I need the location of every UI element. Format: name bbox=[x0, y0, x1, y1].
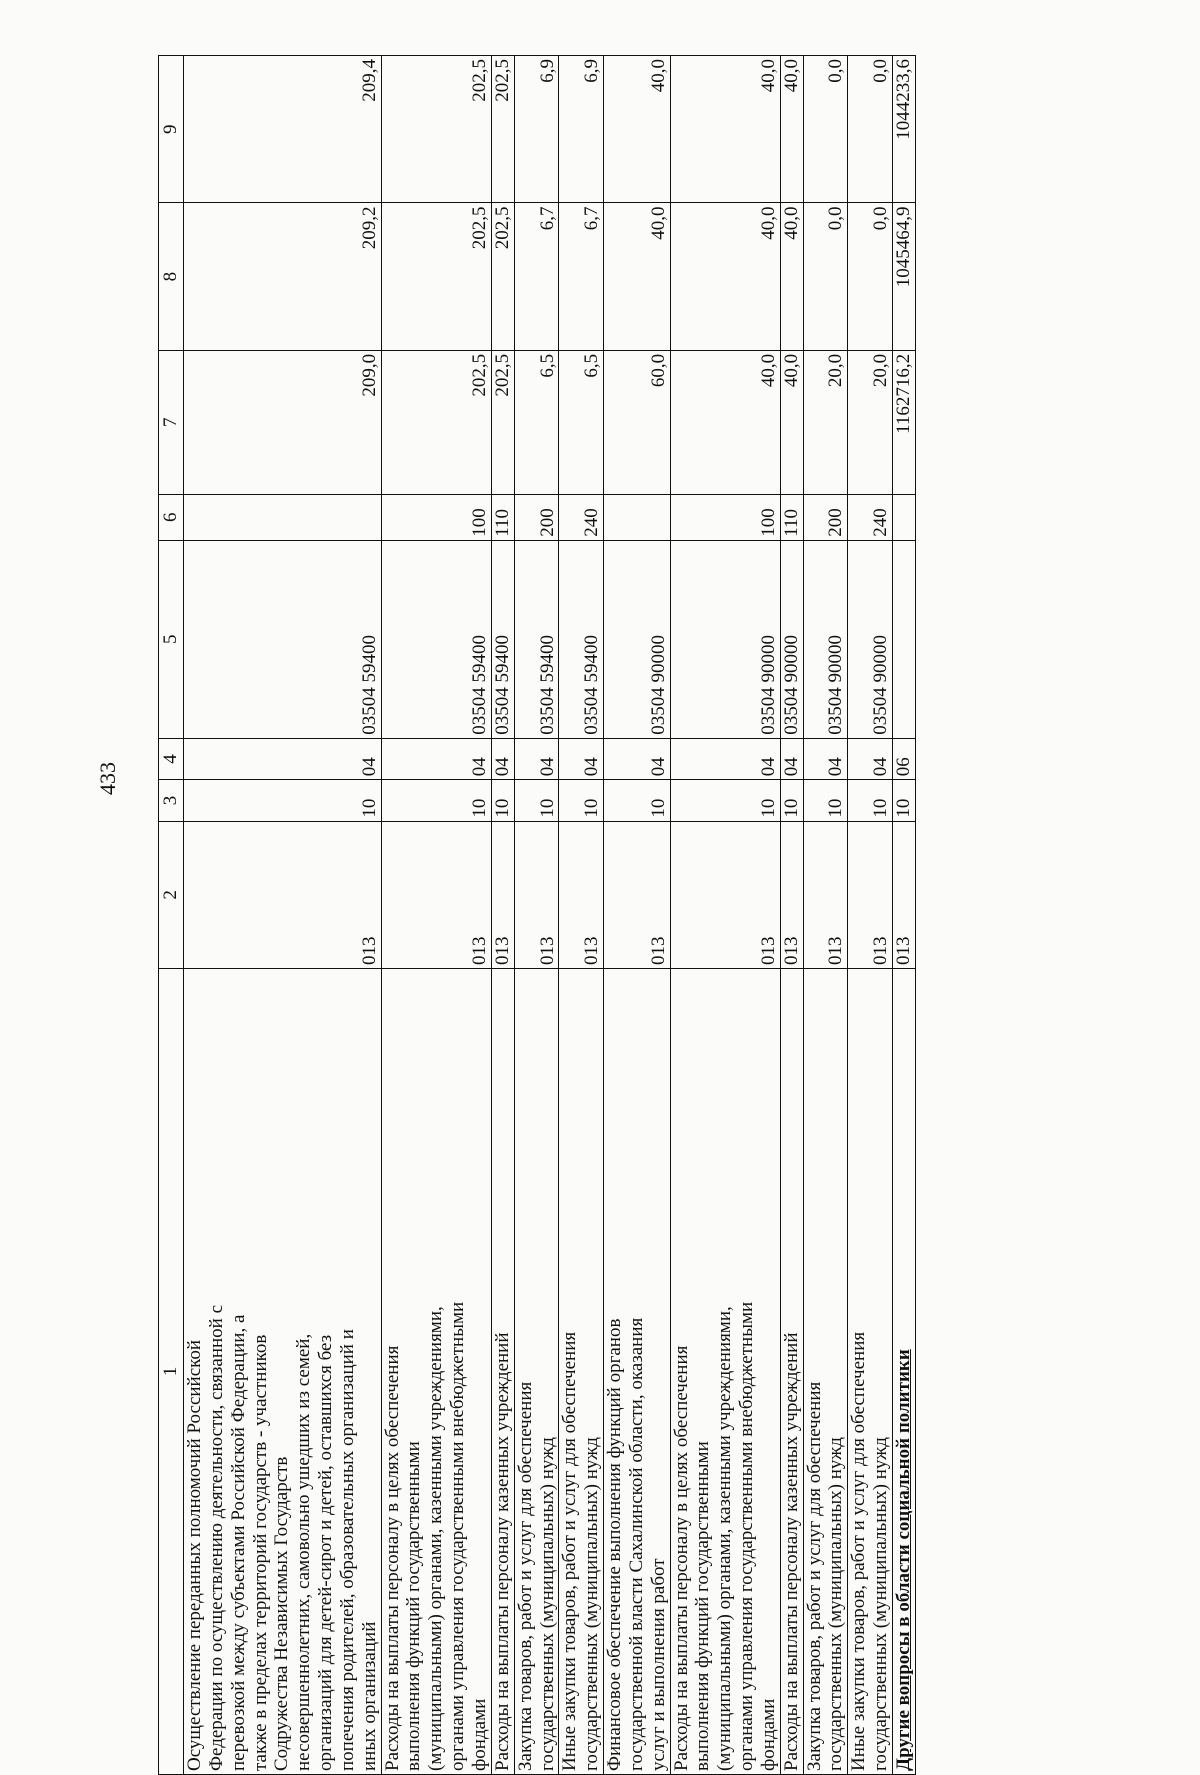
column-5-cell: 03504 90000 bbox=[780, 540, 803, 738]
table-body bbox=[184, 56, 916, 1775]
row-name: Осуществление переданных полномочий Российской Федерации по осуществлению деятельности, связанной с перевозкой между субъектами Российской Федерации, а также в пределах территорий государств - участников Содружества Независимых Государств несовершеннолетних, самовольно ушедших из семей, организаций для детей-сирот и детей, оставшихся без попечения родителей, образовательных организаций и иных организаций bbox=[184, 969, 382, 1775]
column-7-value: 40,0 bbox=[780, 350, 803, 494]
column-8-value: 0,0 bbox=[848, 203, 893, 350]
column-6-cell bbox=[893, 494, 916, 540]
column-3-cell: 10 bbox=[381, 780, 491, 821]
column-8-value: 202,5 bbox=[381, 203, 491, 350]
column-2-cell: 013 bbox=[184, 821, 382, 968]
column-5-cell bbox=[893, 540, 916, 738]
table-row bbox=[514, 56, 559, 1775]
column-5-cell: 03504 90000 bbox=[670, 540, 780, 738]
column-8-value: 1045464,9 bbox=[893, 203, 916, 350]
column-9-value: 6,9 bbox=[514, 56, 559, 203]
table-row bbox=[848, 56, 893, 1775]
table-row bbox=[559, 56, 604, 1775]
column-2-cell: 013 bbox=[559, 821, 604, 968]
column-8-value: 6,7 bbox=[559, 203, 604, 350]
row-name: Финансовое обеспечение выполнения функций органов государственной власти Сахалинской области, оказания услуг и выполнения работ bbox=[604, 969, 671, 1775]
column-7-value: 60,0 bbox=[604, 350, 671, 494]
row-name: Другие вопросы в области социальной политики bbox=[893, 969, 916, 1775]
column-3-cell: 10 bbox=[559, 780, 604, 821]
row-name: Расходы на выплаты персоналу казенных учреждений bbox=[491, 969, 514, 1775]
column-2-cell: 013 bbox=[514, 821, 559, 968]
table-row bbox=[491, 56, 514, 1775]
column-3-cell: 10 bbox=[491, 780, 514, 821]
header-cell: 2 bbox=[159, 821, 184, 968]
column-7-value: 40,0 bbox=[670, 350, 780, 494]
column-8-value: 40,0 bbox=[780, 203, 803, 350]
column-2-cell: 013 bbox=[381, 821, 491, 968]
column-3-cell: 10 bbox=[514, 780, 559, 821]
column-4-cell: 04 bbox=[381, 738, 491, 779]
header-cell: 5 bbox=[159, 540, 184, 738]
header-cell: 4 bbox=[159, 738, 184, 779]
column-6-cell: 240 bbox=[848, 494, 893, 540]
column-4-cell: 04 bbox=[803, 738, 848, 779]
column-5-cell: 03504 90000 bbox=[848, 540, 893, 738]
column-9-value: 202,5 bbox=[381, 56, 491, 203]
header-cell: 9 bbox=[159, 56, 184, 203]
column-5-cell: 03504 59400 bbox=[514, 540, 559, 738]
column-6-cell: 110 bbox=[780, 494, 803, 540]
column-8-value: 40,0 bbox=[604, 203, 671, 350]
budget-table bbox=[158, 55, 916, 1775]
column-6-cell: 100 bbox=[670, 494, 780, 540]
column-9-value: 1044233,6 bbox=[893, 56, 916, 203]
column-3-cell: 10 bbox=[893, 780, 916, 821]
table-row bbox=[893, 56, 916, 1775]
column-5-cell: 03504 90000 bbox=[604, 540, 671, 738]
column-5-cell: 03504 59400 bbox=[184, 540, 382, 738]
column-7-value: 202,5 bbox=[381, 350, 491, 494]
column-9-value: 0,0 bbox=[803, 56, 848, 203]
row-name: Расходы на выплаты персоналу казенных учреждений bbox=[780, 969, 803, 1775]
column-7-value: 1162716,2 bbox=[893, 350, 916, 494]
column-8-value: 209,2 bbox=[184, 203, 382, 350]
table-row bbox=[381, 56, 491, 1775]
table-row bbox=[780, 56, 803, 1775]
column-6-cell: 240 bbox=[559, 494, 604, 540]
column-9-value: 40,0 bbox=[780, 56, 803, 203]
column-4-cell: 04 bbox=[780, 738, 803, 779]
row-name: Закупка товаров, работ и услуг для обеспечения государственных (муниципальных) нужд bbox=[803, 969, 848, 1775]
column-7-value: 209,0 bbox=[184, 350, 382, 494]
column-2-cell: 013 bbox=[604, 821, 671, 968]
column-4-cell: 04 bbox=[184, 738, 382, 779]
column-8-value: 202,5 bbox=[491, 203, 514, 350]
table-row bbox=[184, 56, 382, 1775]
column-4-cell: 04 bbox=[848, 738, 893, 779]
column-2-cell: 013 bbox=[780, 821, 803, 968]
column-2-cell: 013 bbox=[491, 821, 514, 968]
header-cell: 8 bbox=[159, 203, 184, 350]
column-6-cell: 200 bbox=[803, 494, 848, 540]
column-4-cell: 04 bbox=[491, 738, 514, 779]
table-row bbox=[670, 56, 780, 1775]
column-3-cell: 10 bbox=[803, 780, 848, 821]
column-5-cell: 03504 59400 bbox=[559, 540, 604, 738]
column-6-cell bbox=[604, 494, 671, 540]
column-9-value: 0,0 bbox=[848, 56, 893, 203]
column-3-cell: 10 bbox=[848, 780, 893, 821]
table-row bbox=[803, 56, 848, 1775]
row-name: Иные закупки товаров, работ и услуг для обеспечения государственных (муниципальных) нужд bbox=[848, 969, 893, 1775]
column-7-value: 20,0 bbox=[803, 350, 848, 494]
column-3-cell: 10 bbox=[184, 780, 382, 821]
column-4-cell: 04 bbox=[604, 738, 671, 779]
column-5-cell: 03504 59400 bbox=[491, 540, 514, 738]
column-2-cell: 013 bbox=[670, 821, 780, 968]
row-name: Расходы на выплаты персоналу в целях обеспечения выполнения функций государственными (муниципальными) органами, казенными учреждениями, органами управления государственными внебюджетными фондами bbox=[670, 969, 780, 1775]
column-9-value: 40,0 bbox=[604, 56, 671, 203]
column-3-cell: 10 bbox=[670, 780, 780, 821]
column-5-cell: 03504 59400 bbox=[381, 540, 491, 738]
row-name: Закупка товаров, работ и услуг для обеспечения государственных (муниципальных) нужд bbox=[514, 969, 559, 1775]
row-name: Иные закупки товаров, работ и услуг для обеспечения государственных (муниципальных) нужд bbox=[559, 969, 604, 1775]
column-4-cell: 04 bbox=[670, 738, 780, 779]
column-8-value: 40,0 bbox=[670, 203, 780, 350]
column-2-cell: 013 bbox=[848, 821, 893, 968]
column-6-cell: 100 bbox=[381, 494, 491, 540]
header-cell: 6 bbox=[159, 494, 184, 540]
column-7-value: 6,5 bbox=[514, 350, 559, 494]
column-8-value: 0,0 bbox=[803, 203, 848, 350]
column-4-cell: 04 bbox=[559, 738, 604, 779]
column-8-value: 6,7 bbox=[514, 203, 559, 350]
column-7-value: 6,5 bbox=[559, 350, 604, 494]
column-7-value: 202,5 bbox=[491, 350, 514, 494]
column-2-cell: 013 bbox=[803, 821, 848, 968]
column-4-cell: 04 bbox=[514, 738, 559, 779]
header-row bbox=[159, 56, 184, 1775]
column-6-cell: 200 bbox=[514, 494, 559, 540]
column-7-value: 20,0 bbox=[848, 350, 893, 494]
column-9-value: 209,4 bbox=[184, 56, 382, 203]
column-4-cell: 06 bbox=[893, 738, 916, 779]
header-cell: 1 bbox=[159, 969, 184, 1775]
column-3-cell: 10 bbox=[604, 780, 671, 821]
table-row bbox=[604, 56, 671, 1775]
column-6-cell: 110 bbox=[491, 494, 514, 540]
column-3-cell: 10 bbox=[780, 780, 803, 821]
row-name: Расходы на выплаты персоналу в целях обеспечения выполнения функций государственными (муниципальными) органами, казенными учреждениями, органами управления государственными внебюджетными фондами bbox=[381, 969, 491, 1775]
column-2-cell: 013 bbox=[893, 821, 916, 968]
header-cell: 3 bbox=[159, 780, 184, 821]
column-9-value: 202,5 bbox=[491, 56, 514, 203]
column-9-value: 40,0 bbox=[670, 56, 780, 203]
table-wrapper bbox=[158, 55, 1078, 1775]
column-9-value: 6,9 bbox=[559, 56, 604, 203]
column-5-cell: 03504 90000 bbox=[803, 540, 848, 738]
header-cell: 7 bbox=[159, 350, 184, 494]
column-6-cell bbox=[184, 494, 382, 540]
page-number: 433 bbox=[95, 762, 120, 795]
